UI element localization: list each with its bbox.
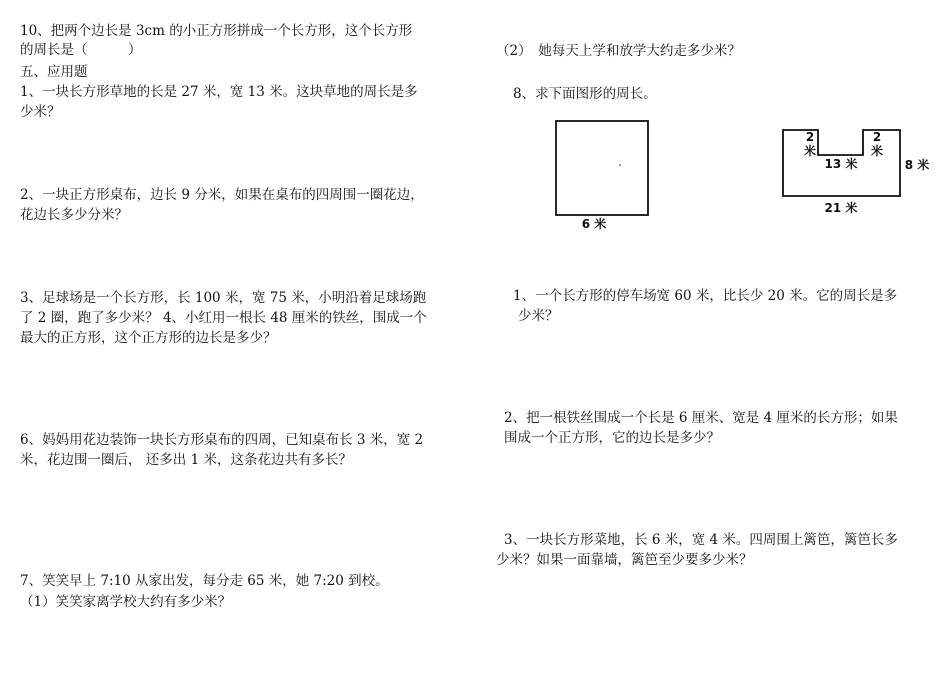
right-problem-2-line-2: 围成一个正方形，它的边长是多少？ [504,430,720,446]
right-notch-width-label: 2 [872,130,882,144]
square-figure [548,115,658,235]
bottom-length-label: 21 米 [824,201,858,215]
question-10-line-1: 10、把两个边长是 3cm 的小正方形拼成一个长方形，这个长方形 [20,23,413,39]
problem-1-line-2: 少米？ [20,104,61,120]
right-notch-unit-label: 米 [870,144,884,158]
square-center-dot [619,164,621,166]
section-heading-applied-problems: 五、应用题 [20,64,88,80]
square-side-label: 6 米 [581,217,607,231]
square-outline [556,121,648,215]
problem-7-part-1: （1）笑笑家离学校大约有多少米？ [20,594,232,610]
notched-figure [775,120,935,220]
right-problem-3-line-1: 3、一块长方形菜地，长 6 米，宽 4 米。四周围上篱笆，篱笆长多 [504,532,898,548]
problem-3-line-2: 了 2 圈，跑了多少米？ 4、小红用一根长 48 厘米的铁丝，围成一个 [20,310,427,326]
question-10-line-2: 的周长是（ ） [20,42,142,58]
problem-2-line-2: 花边长多少分米？ [20,207,128,223]
right-problem-2-line-1: 2、把一根铁丝围成一个长是 6 厘米、宽是 4 厘米的长方形；如果 [504,410,898,426]
problem-1-line-1: 1、一块长方形草地的长是 27 米，宽 13 米。这块草地的周长是多 [20,84,418,100]
right-problem-1-line-1: 1、一个长方形的停车场宽 60 米，比长少 20 米。它的周长是多 [513,288,898,304]
problem-6-line-1: 6、妈妈用花边装饰一块长方形桌布的四周，已知桌布长 3 米，宽 2 [20,432,424,448]
problem-8-heading: 8、求下面图形的周长。 [513,86,657,102]
problem-7-line-1: 7、笑笑早上 7:10 从家出发，每分走 65 米，她 7:20 到校。 [20,573,389,589]
problem-3-line-3: 最大的正方形，这个正方形的边长是多少？ [20,330,277,346]
problem-2-line-1: 2、一块正方形桌布，边长 9 分米，如果在桌布的四周围一圈花边， [20,187,424,203]
left-notch-width-label: 2 [805,130,815,144]
problem-7-part-2: （2） 她每天上学和放学大约走多少米？ [496,43,741,59]
right-problem-1-line-2: 少米？ [518,308,559,324]
problem-3-line-1: 3、足球场是一个长方形，长 100 米，宽 75 米，小明沿着足球场跑 [20,290,427,306]
height-label: 8 米 [904,158,930,172]
problem-6-line-2: 米，花边围一圈后， 还多出 1 米，这条花边共有多长？ [20,452,352,468]
middle-width-label: 13 米 [824,157,858,171]
right-problem-3-line-2: 少米？如果一面靠墙，篱笆至少要多少米？ [496,552,753,568]
left-notch-unit-label: 米 [803,144,817,158]
